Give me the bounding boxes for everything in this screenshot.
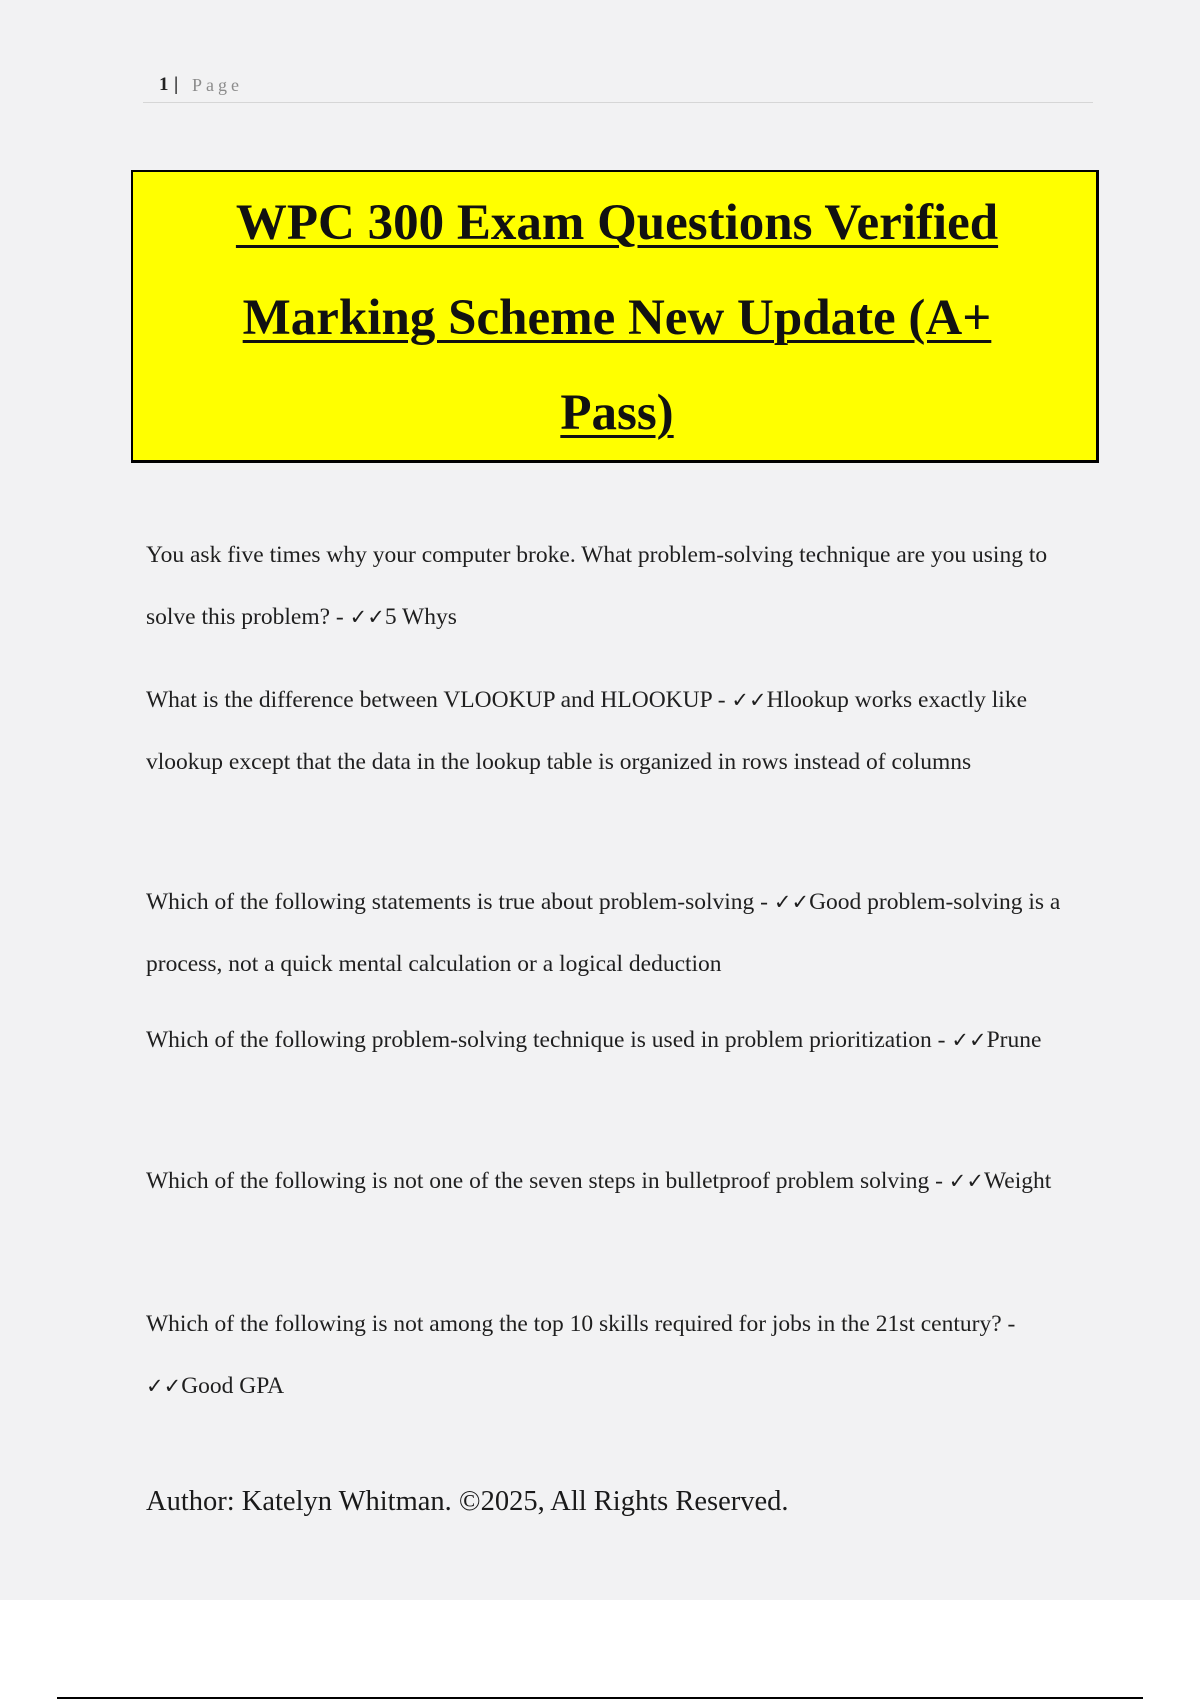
title-line-2: Marking Scheme New Update (A+ xyxy=(242,290,992,346)
question-text: Which of the following is not among the top 10 skills required for jobs in the 21st century? - xyxy=(146,1311,1016,1337)
checkmark-icon: ✓✓ xyxy=(731,688,767,712)
qa-item-6 xyxy=(146,1293,1086,1417)
qa-item-3 xyxy=(146,871,1086,995)
qa-item-5 xyxy=(146,1150,1086,1212)
question-text: Which of the following statements is true about problem-solving - xyxy=(146,889,774,915)
checkmark-icon: ✓✓ xyxy=(951,1028,987,1052)
answer-text: Good GPA xyxy=(181,1373,285,1399)
question-text: You ask five times why your computer broke. What problem-solving technique are you using to solve this problem? - xyxy=(146,542,1048,630)
checkmark-icon: ✓✓ xyxy=(146,1374,182,1398)
page-label: Page xyxy=(192,75,243,95)
checkmark-icon: ✓✓ xyxy=(349,605,385,629)
qa-item-1 xyxy=(146,524,1086,648)
answer-text: Prune xyxy=(986,1027,1042,1053)
question-text: Which of the following is not one of the seven steps in bulletproof problem solving - xyxy=(146,1168,949,1194)
question-text: Which of the following problem-solving technique is used in problem prioritization - xyxy=(146,1027,952,1053)
document-title xyxy=(153,176,1081,461)
title-line-3: Pass) xyxy=(560,385,674,441)
checkmark-icon: ✓✓ xyxy=(948,1169,984,1193)
page-separator: | xyxy=(174,74,179,95)
checkmark-icon: ✓✓ xyxy=(773,890,810,914)
answer-text: 5 Whys xyxy=(384,604,457,630)
page-header xyxy=(143,70,1093,103)
answer-text: Weight xyxy=(983,1168,1052,1194)
author-line: Author: Katelyn Whitman. ©2025, All Rights Reserved. xyxy=(146,1486,789,1517)
qa-item-4 xyxy=(146,1009,1086,1071)
answer-text: Hlookup works exactly like vlookup except that the data in the lookup table is organized in rows instead of columns xyxy=(146,687,1027,775)
title-line-1: WPC 300 Exam Questions Verified xyxy=(235,195,999,251)
bottom-divider xyxy=(57,1697,1143,1699)
qa-item-2 xyxy=(146,669,1086,793)
question-text: What is the difference between VLOOKUP and HLOOKUP - xyxy=(146,687,732,713)
title-box xyxy=(131,170,1099,463)
page-number: 1 xyxy=(159,74,169,95)
answer-text: Good problem-solving is a process, not a quick mental calculation or a logical deduction xyxy=(146,889,1061,977)
